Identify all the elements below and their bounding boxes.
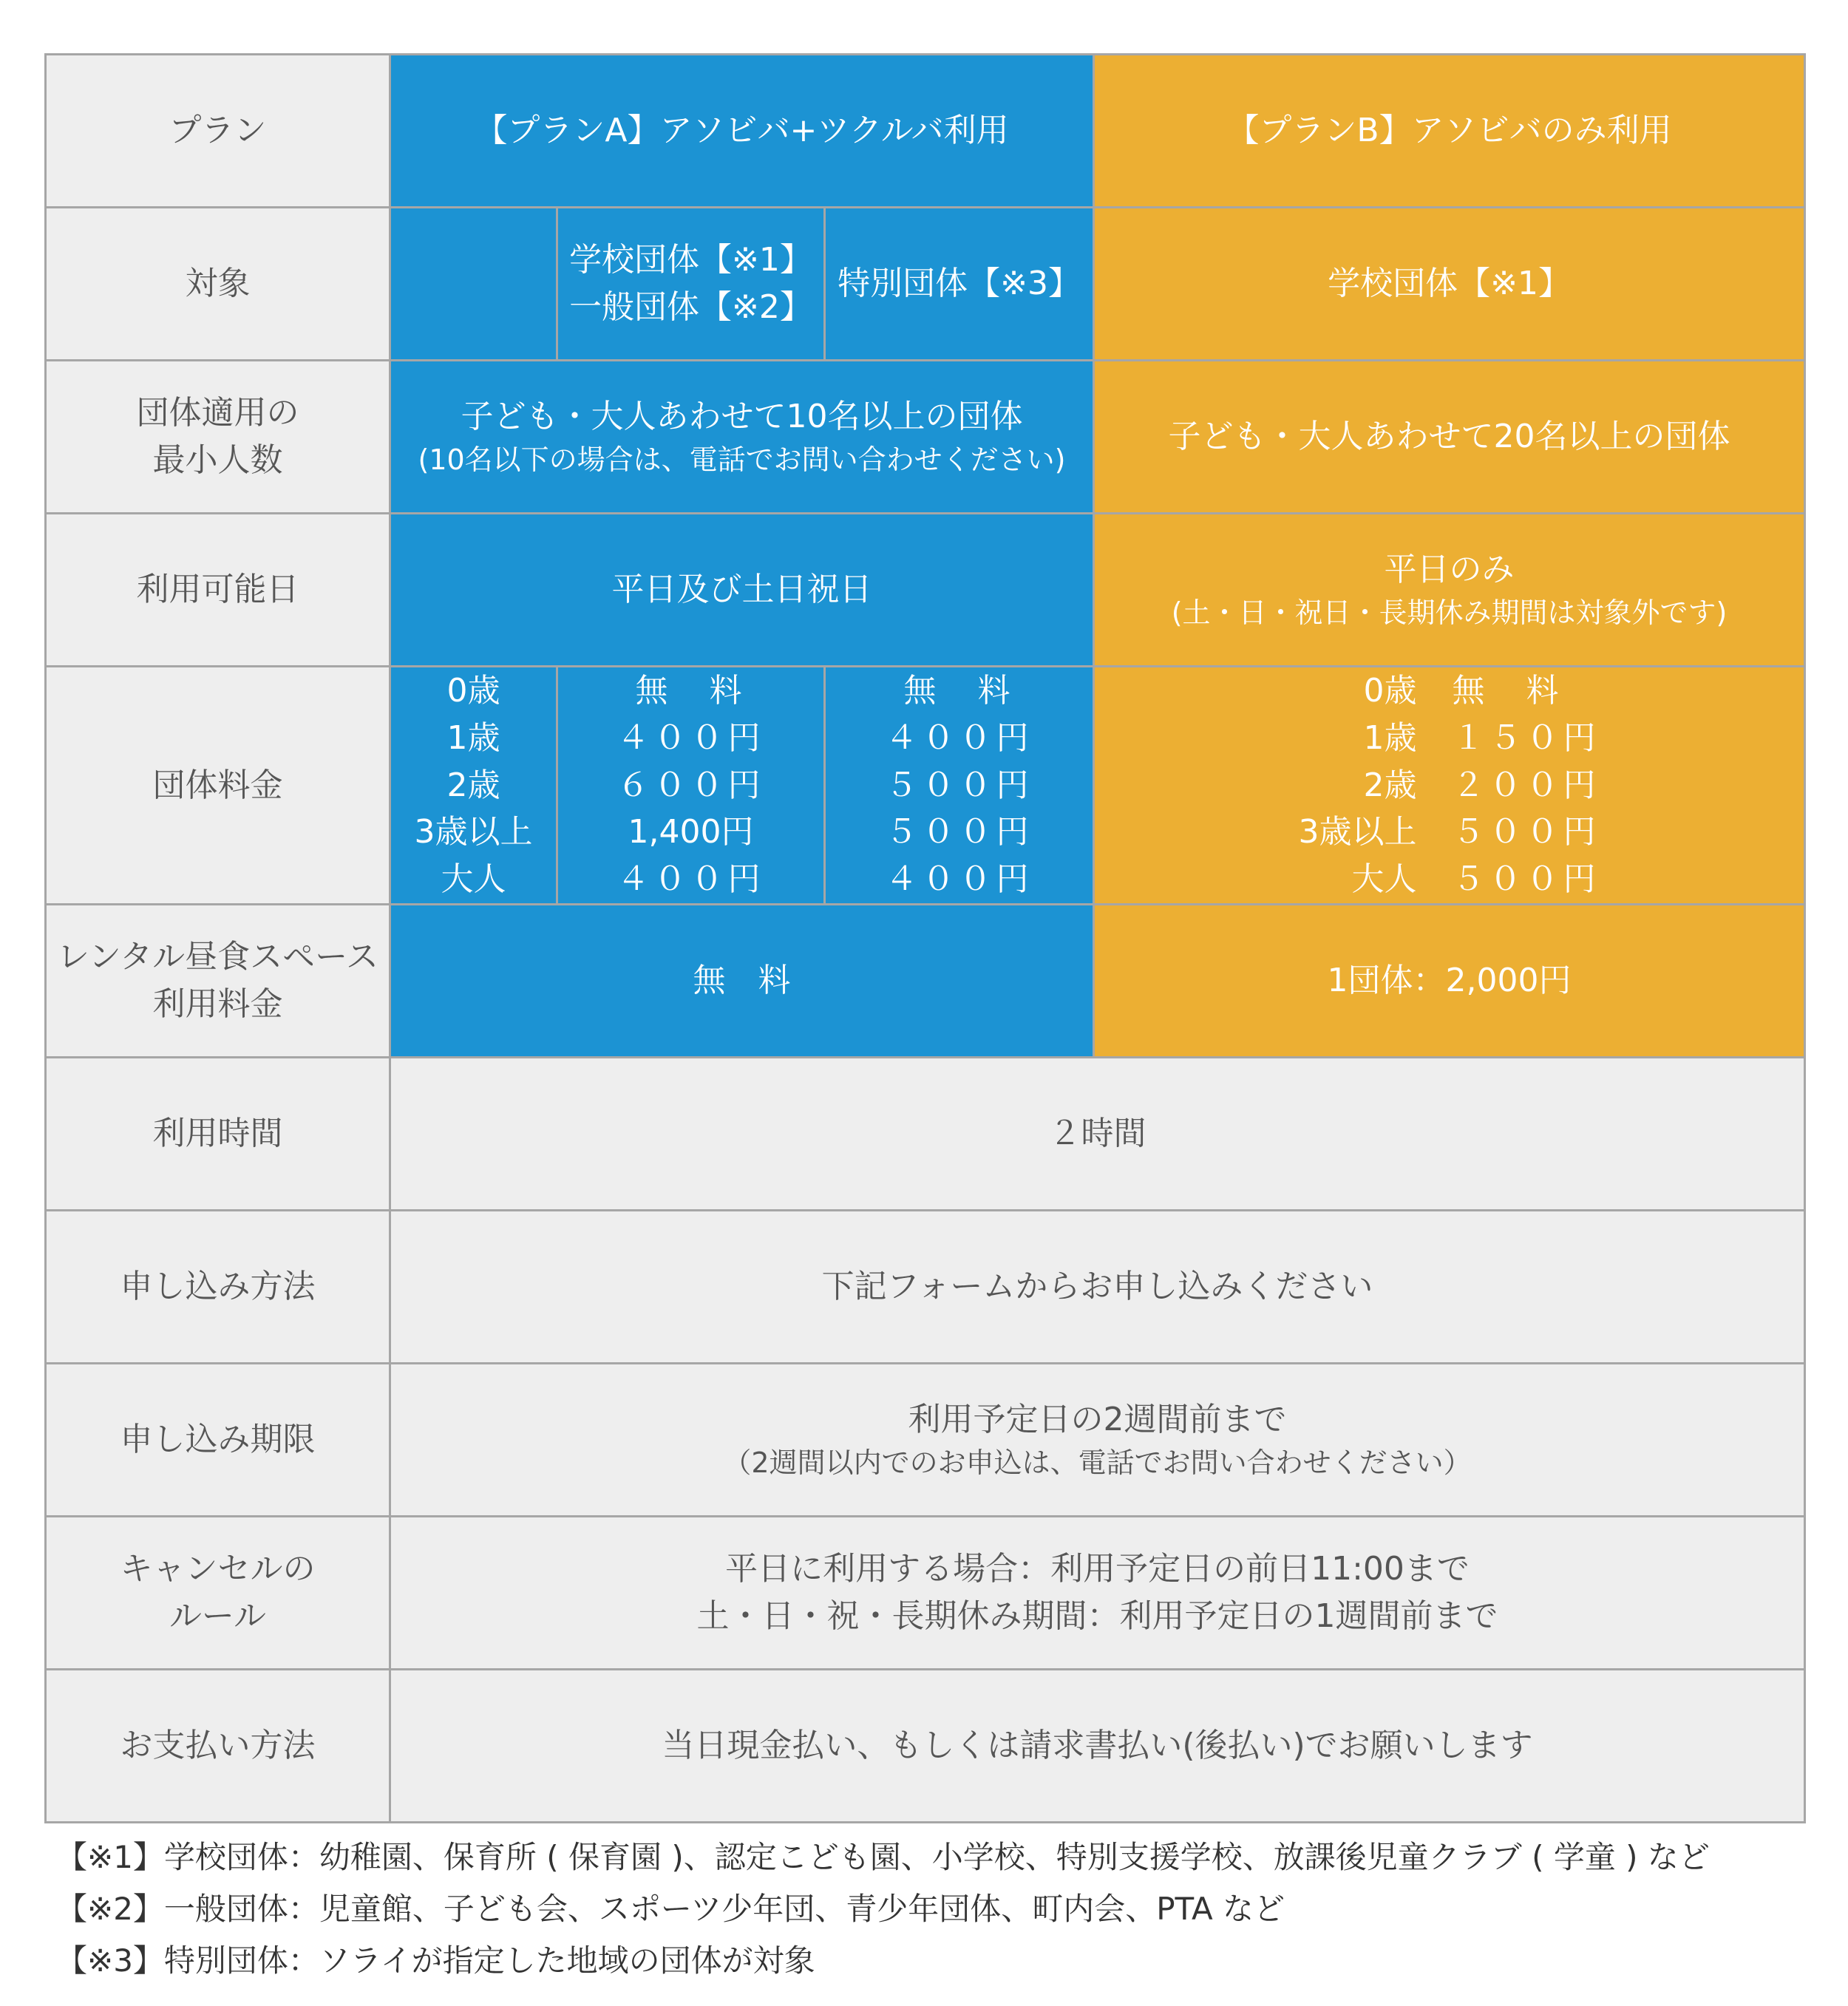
age-label: 3歳以上	[1298, 813, 1417, 851]
cancel-value	[390, 1516, 1805, 1669]
label-cancel-line1: キャンセルの	[120, 1550, 316, 1588]
label-min-people-line2: 最小人数	[152, 441, 283, 479]
label-fees: 団体料金	[46, 667, 390, 905]
row-apply-method	[46, 1210, 1805, 1363]
plan-b-days-note: (土・日・祝日・長期休み期間は対象外です)	[1171, 596, 1728, 630]
plan-b-fee-grid	[1299, 667, 1600, 903]
footnote-3: 【※3】特別団体：ソライが指定した地域の団体が対象	[56, 1942, 815, 1979]
fee-value: ４００円	[885, 860, 1033, 899]
age-label: 3歳以上	[414, 813, 533, 851]
fee-value: 無 料	[903, 672, 1015, 710]
label-days: 利用可能日	[46, 514, 390, 667]
age-label: 0歳	[446, 672, 500, 710]
label-deadline: 申し込み期限	[46, 1363, 390, 1516]
plan-a-min-people-main: 子ども・大人あわせて10名以上の団体	[461, 397, 1023, 435]
row-days	[46, 514, 1805, 667]
label-time: 利用時間	[46, 1057, 390, 1210]
age-label: 2歳	[446, 766, 500, 804]
row-cancel	[46, 1516, 1805, 1669]
plan-a-target-special: 特別団体【※3】	[825, 208, 1094, 361]
plan-a-min-people	[390, 361, 1094, 514]
label-target: 対象	[46, 208, 390, 361]
row-payment	[46, 1669, 1805, 1822]
plan-b-fees	[1094, 667, 1805, 905]
target-general-group: 一般団体【※2】	[569, 288, 812, 326]
plan-a-fees-special	[825, 667, 1094, 905]
label-cancel-line2: ルール	[169, 1597, 267, 1635]
cancel-weekday: 平日に利用する場合：利用予定日の前日11:00まで	[725, 1550, 1470, 1588]
plan-b-days	[1094, 514, 1805, 667]
deadline-value	[390, 1363, 1805, 1516]
fee-value: ４００円	[885, 718, 1033, 757]
plan-a-fee-ages	[390, 667, 557, 905]
age-label: 2歳	[1363, 766, 1417, 804]
plan-b-days-main: 平日のみ	[1384, 550, 1515, 588]
label-min-people-line1: 団体適用の	[136, 394, 299, 432]
label-plan: プラン	[46, 55, 390, 208]
age-label: 大人	[441, 860, 506, 899]
label-payment: お支払い方法	[46, 1669, 390, 1822]
plan-a-min-people-note: (10名以下の場合は、電話でお問い合わせください)	[418, 443, 1066, 477]
plan-b-target: 学校団体【※1】	[1094, 208, 1805, 361]
age-label: 1歳	[446, 718, 500, 757]
fee-value: ５００円	[1452, 813, 1600, 851]
deadline-main: 利用予定日の2週間前まで	[908, 1400, 1287, 1438]
fee-value: ４００円	[616, 718, 765, 757]
label-lunch-line2: 利用料金	[152, 985, 283, 1023]
row-time	[46, 1057, 1805, 1210]
label-lunch-line1: レンタル昼食スペース	[57, 938, 378, 976]
fee-value: ２００円	[1452, 766, 1600, 804]
label-min-people	[46, 361, 390, 514]
fee-value: 無 料	[1452, 672, 1563, 710]
row-target	[46, 208, 1805, 361]
payment-value: 当日現金払い、もしくは請求書払い(後払い)でお願いします	[390, 1669, 1805, 1822]
plan-comparison-table	[44, 53, 1806, 1823]
fee-value: 無 料	[635, 672, 747, 710]
label-apply-method: 申し込み方法	[46, 1210, 390, 1363]
row-lunch	[46, 904, 1805, 1057]
age-label: 大人	[1351, 860, 1417, 899]
row-fees	[46, 667, 1805, 905]
plan-b-lunch-fee: 1団体：2,000円	[1094, 904, 1805, 1057]
plan-a-lunch-fee: 無 料	[390, 904, 1094, 1057]
row-plan	[46, 55, 1805, 208]
fee-value: ６００円	[616, 766, 765, 804]
age-label: 0歳	[1363, 672, 1417, 710]
label-cancel	[46, 1516, 390, 1669]
deadline-note: （2週間以内でのお申込は、電話でお問い合わせください）	[723, 1446, 1472, 1480]
plan-b-min-people: 子ども・大人あわせて20名以上の団体	[1094, 361, 1805, 514]
plan-a-target-empty	[390, 208, 557, 361]
plan-a-fees-school-general	[557, 667, 825, 905]
fee-value: ５００円	[885, 766, 1033, 804]
footnote-2: 【※2】一般団体：児童館、子ども会、スポーツ少年団、青少年団体、町内会、PTA など	[56, 1891, 1285, 1927]
plan-b-title: 【プランB】アソビバのみ利用	[1094, 55, 1805, 208]
cancel-holiday: 土・日・祝・長期休み期間：利用予定日の1週間前まで	[696, 1597, 1498, 1635]
plan-a-target-school-general	[557, 208, 825, 361]
label-lunch	[46, 904, 390, 1057]
time-value: ２時間	[390, 1057, 1805, 1210]
row-min-people	[46, 361, 1805, 514]
apply-method-value: 下記フォームからお申し込みください	[390, 1210, 1805, 1363]
target-school-group: 学校団体【※1】	[569, 241, 812, 279]
fee-value: 1,400円	[628, 813, 754, 851]
fee-value: ５００円	[885, 813, 1033, 851]
fee-value: １５０円	[1452, 718, 1600, 757]
row-deadline	[46, 1363, 1805, 1516]
fee-value: ５００円	[1452, 860, 1600, 899]
plan-a-title: 【プランA】アソビバ+ツクルバ利用	[390, 55, 1094, 208]
footnote-1: 【※1】学校団体：幼稚園、保育所 ( 保育園 )、認定こども園、小学校、特別支援学校、放課後児童クラブ ( 学童 ) など	[56, 1839, 1710, 1875]
age-label: 1歳	[1363, 718, 1417, 757]
fee-value: ４００円	[616, 860, 765, 899]
plan-a-days: 平日及び土日祝日	[390, 514, 1094, 667]
